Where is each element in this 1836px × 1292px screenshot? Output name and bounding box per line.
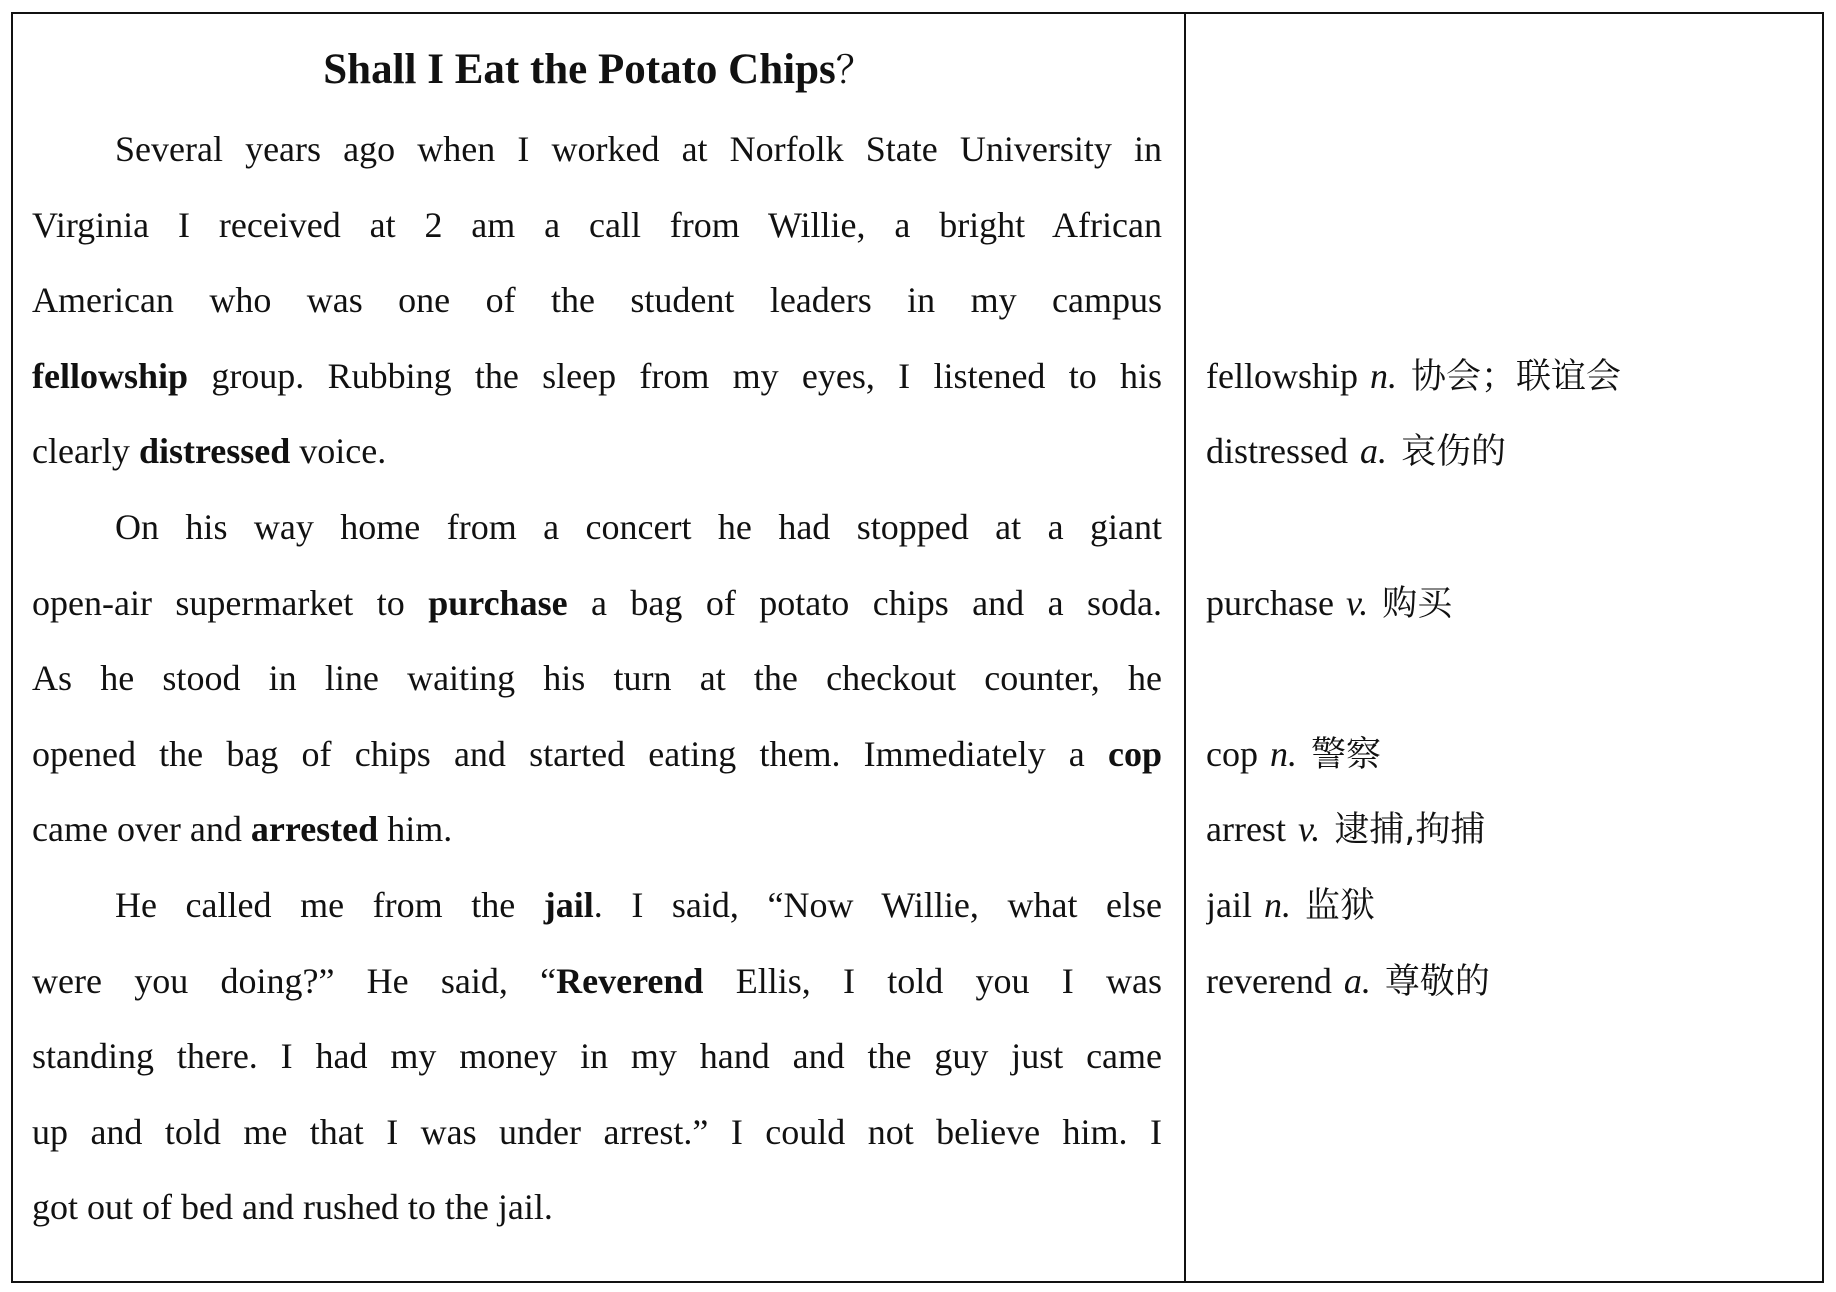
gloss-spacer: [1206, 490, 1806, 566]
text-line: [32, 1170, 1162, 1246]
text-segment: up and told me that I was under arrest.” I could not believe him. I: [32, 1111, 1162, 1152]
vocab-term: fellowship: [32, 355, 189, 396]
text-line: [32, 1019, 1162, 1095]
text-segment: group. Rubbing the sleep from my eyes, I listened to his: [188, 355, 1162, 396]
gloss-spacer: [1206, 263, 1806, 339]
gloss-word: distressed: [1206, 431, 1348, 472]
title-text: Shall I Eat the Potato Chips: [323, 46, 836, 93]
text-segment: Several years ago when I worked at Norfolk State University in: [115, 129, 1162, 169]
text-segment: As he stood in line waiting his turn at the checkout counter, he: [32, 658, 1162, 699]
gloss-entry: [1206, 792, 1806, 868]
gloss-word: jail: [1206, 884, 1252, 925]
text-segment: Virginia I received at 2 am a call from Willie, a bright African: [32, 204, 1162, 245]
text-line: [32, 641, 1162, 717]
text-segment: came over and: [32, 809, 251, 850]
gloss-entry: [1206, 339, 1806, 415]
article-body: [32, 112, 1162, 1246]
text-line: [32, 792, 1162, 868]
vocabulary-column: [1206, 112, 1806, 1019]
gloss-spacer: [1206, 112, 1806, 188]
text-line: [32, 112, 1162, 188]
gloss-spacer: [1206, 188, 1806, 264]
text-segment: On his way home from a concert he had stopped at a giant: [115, 506, 1162, 547]
gloss-entry: [1206, 717, 1806, 793]
gloss-meaning: 警察: [1310, 734, 1381, 775]
gloss-pos: a.: [1343, 960, 1371, 1001]
gloss-pos: a.: [1359, 431, 1387, 472]
text-line: [32, 414, 1162, 490]
gloss-spacer: [1206, 641, 1806, 717]
gloss-entry: [1206, 414, 1806, 490]
text-segment: a bag of potato chips and a soda.: [567, 582, 1162, 623]
text-line: [32, 1095, 1162, 1171]
text-segment: He called me from the: [115, 884, 544, 925]
gloss-word: arrest: [1206, 809, 1286, 850]
gloss-word: reverend: [1206, 960, 1332, 1001]
vocab-term: purchase: [428, 582, 568, 623]
vocab-term: jail: [543, 884, 594, 925]
vocab-term: arrested: [250, 809, 379, 850]
column-divider: [1184, 12, 1186, 1283]
text-segment: him.: [378, 809, 453, 850]
text-segment: clearly: [32, 431, 139, 472]
gloss-meaning: 哀伤的: [1400, 432, 1506, 473]
text-segment: opened the bag of chips and started eating them. Immediately a: [32, 733, 1108, 774]
gloss-word: fellowship: [1206, 355, 1358, 396]
text-segment: got out of bed and rushed to the jail.: [32, 1187, 553, 1228]
gloss-meaning: 监狱: [1304, 885, 1375, 926]
gloss-entry: [1206, 868, 1806, 944]
gloss-meaning: 购买: [1382, 583, 1453, 624]
text-line: [32, 944, 1162, 1020]
gloss-pos: n.: [1269, 733, 1297, 774]
gloss-word: purchase: [1206, 582, 1334, 623]
gloss-meaning: 尊敬的: [1384, 961, 1490, 1002]
text-segment: voice.: [290, 431, 387, 472]
gloss-pos: n.: [1263, 884, 1291, 925]
text-line: [32, 717, 1162, 793]
gloss-pos: v.: [1345, 582, 1369, 623]
gloss-pos: v.: [1297, 809, 1321, 850]
text-segment: Ellis, I told you I was: [703, 960, 1162, 1001]
gloss-entry: [1206, 566, 1806, 642]
gloss-meaning: 协会；联谊会: [1410, 356, 1621, 397]
text-segment: American who was one of the student leaders in my campus: [32, 280, 1162, 321]
title-question-mark: ？: [835, 50, 874, 92]
text-segment: standing there. I had my money in my hand and the guy just came: [32, 1036, 1162, 1077]
gloss-meaning: 逮捕,拘捕: [1334, 810, 1486, 851]
text-line: [32, 188, 1162, 264]
gloss-pos: n.: [1369, 355, 1397, 396]
text-segment: were you doing?” He said, “: [32, 960, 557, 1001]
text-segment: open-air supermarket to: [32, 582, 429, 623]
article-title: [13, 42, 1184, 98]
text-line: [32, 566, 1162, 642]
text-line: [32, 263, 1162, 339]
gloss-word: cop: [1206, 733, 1258, 774]
vocab-term: distressed: [138, 431, 291, 472]
text-line: [32, 490, 1162, 566]
gloss-entry: [1206, 944, 1806, 1020]
vocab-term: cop: [1108, 733, 1162, 774]
vocab-term: Reverend: [556, 960, 704, 1001]
text-line: [32, 339, 1162, 415]
text-line: [32, 868, 1162, 944]
text-segment: . I said, “Now Willie, what else: [593, 884, 1162, 925]
